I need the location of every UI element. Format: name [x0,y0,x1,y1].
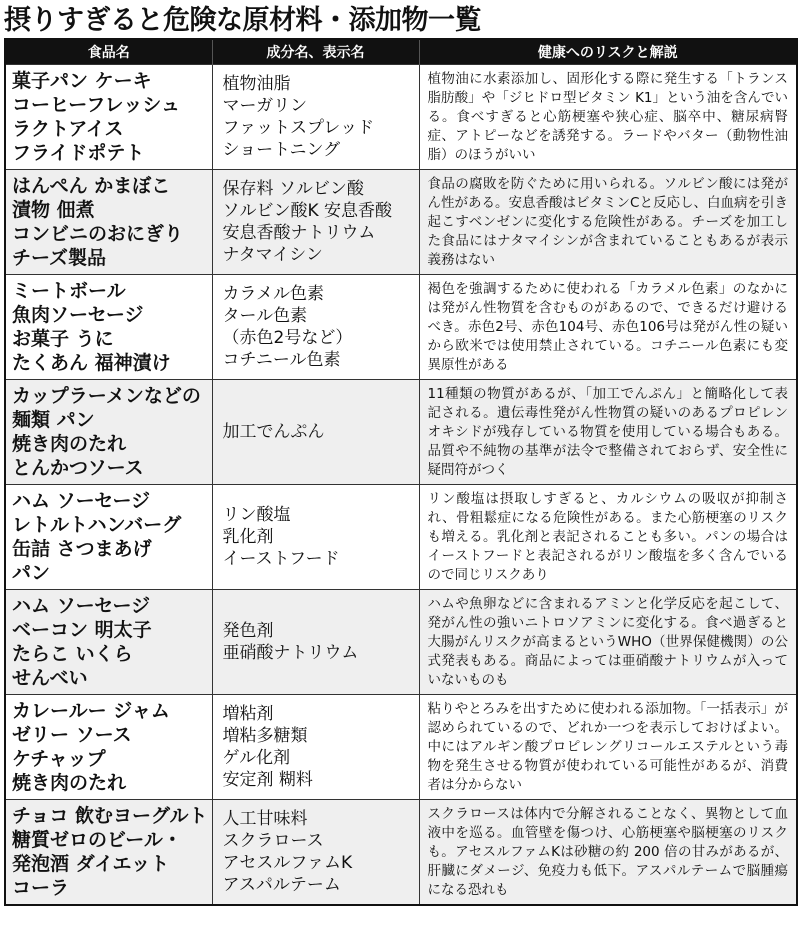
risk-description: 食品の腐敗を防ぐために用いられる。ソルビン酸には発がん性がある。安息香酸はビタミンCと反応し、白血病を引き起こすベンゼンに変化する危険性がある。チーズを加工した食品にはナタマイシンが含まれていることもあるが表示義務はない [419,170,797,275]
food-name: パン [12,562,51,584]
ingredient-names-cell [212,695,419,800]
food-name: とんかつソース [12,457,144,479]
header-health-risk: 健康へのリスクと解説 [419,39,797,65]
food-name: 発泡酒 ダイエット [12,853,170,875]
food-name: たくあん 福神漬け [12,352,171,374]
table-row [5,590,797,695]
risk-description: 11種類の物質があるが、「加工でんぷん」と簡略化して表記される。遺伝毒性発がん性物質の疑いのあるプロピレンオキシドが残存している物質を使用している場合もある。品質や不純物の基準が法令で整備されておらず、安全性に疑問符がつく [419,380,797,485]
food-name: 缶詰 さつまあげ [12,538,152,560]
food-name: レトルトハンバーグ [12,514,182,536]
ingredient-name: スクラロース [222,831,324,851]
ingredient-name: 安息香酸ナトリウム [222,223,376,243]
food-names-cell [5,695,212,800]
header-food-name: 食品名 [5,39,212,65]
additives-table [4,38,798,906]
food-name: 魚肉ソーセージ [12,304,144,326]
ingredient-name: 増粘剤 [222,704,274,724]
ingredient-name: カラメル色素 [222,284,324,304]
ingredient-names-cell [212,170,419,275]
food-name: チョコ 飲むヨーグルト [12,805,208,827]
food-name: コーヒーフレッシュ [12,94,180,116]
risk-description: ハムや魚卵などに含まれるアミンと化学反応を起こして、発がん性の強いニトロソアミンに変化する。食べ過ぎると大腸がんリスクが高まるというWHO（世界保健機関）の公式発表もある。商品によっては亜硝酸ナトリウムが入っていないものも [419,590,797,695]
food-name: ケチャップ [12,748,106,770]
ingredient-name: ゲル化剤 [222,748,291,768]
food-name: ハム ソーセージ [12,490,151,512]
risk-description: 褐色を強調するために使われる「カラメル色素」のなかには発がん性物質を含むものがあるので、できるだけ避けるべき。赤色2号、赤色104号、赤色106号は発がん性の疑いから欧米では使用禁止されている。コチニール色素にも変異原性がある [419,275,797,380]
food-name: 焼き肉のたれ [12,772,127,794]
food-names-cell [5,485,212,590]
ingredient-name: マーガリン [222,96,308,116]
food-names-cell [5,380,212,485]
food-names-cell [5,800,212,906]
food-name: ミートボール [12,280,126,302]
table-row [5,485,797,590]
ingredient-name: アセスルファムK [222,853,353,873]
table-row [5,65,797,170]
ingredient-names-cell [212,485,419,590]
ingredient-names-cell [212,275,419,380]
food-name: お菓子 うに [12,328,114,350]
ingredient-name: 増粘多糖類 [222,726,308,746]
ingredient-name: （赤色2号など） [222,328,353,348]
food-name: フライドポテト [12,142,145,164]
ingredient-name: コチニール色素 [222,350,341,370]
food-name: ハム ソーセージ [12,595,151,617]
ingredient-name: 発色剤 [222,621,274,641]
food-name: 麺類 パン [12,409,95,431]
table-row [5,380,797,485]
ingredient-name: アスパルテーム [222,875,341,895]
food-name: 菓子パン ケーキ [12,70,152,92]
food-names-cell [5,275,212,380]
food-names-cell [5,170,212,275]
food-names-cell [5,65,212,170]
ingredient-name: 亜硝酸ナトリウム [222,643,359,663]
table-row [5,170,797,275]
food-name: コンビニのおにぎり [12,223,184,245]
table-row [5,695,797,800]
risk-description: 粘りやとろみを出すために使われる添加物。「一括表示」が認められているので、どれか一つを表示しておけばよい。中にはアルギン酸プロピレングリコールエステルという毒物を発生させる物質が使われている可能性があるが、消費者は分からない [419,695,797,800]
food-name: 焼き肉のたれ [12,433,127,455]
ingredient-names-cell [212,65,419,170]
ingredient-name: ファットスプレッド [222,118,375,138]
food-name: ラクトアイス [12,118,124,140]
ingredient-name: イーストフード [222,549,340,569]
ingredient-name: 人工甘味料 [222,809,308,829]
ingredient-name: リン酸塩 [222,505,291,525]
header-ingredient-name: 成分名、表示名 [212,39,419,65]
ingredient-name: ナタマイシン [222,245,323,265]
food-name: コーラ [12,877,70,899]
ingredient-name: 乳化剤 [222,527,274,547]
food-name: 糖質ゼロのビール・ [12,829,182,851]
risk-description: 植物油に水素添加し、固形化する際に発生する「トランス脂肪酸」や「ジヒドロ型ビタミン K1」という油を含んでいる。食べすぎると心筋梗塞や狭心症、脳卒中、糖尿病腎症、アトピーなどを誘発する。ラードやバター（動物性油脂）のほうがいい [419,65,797,170]
ingredient-names-cell [212,590,419,695]
food-name: たらこ いくら [12,643,133,665]
food-name: チーズ製品 [12,247,107,269]
food-name: 漬物 佃煮 [12,199,95,221]
ingredient-name: タール色素 [222,306,308,326]
ingredient-names-cell [212,800,419,906]
table-row [5,800,797,906]
ingredient-name: ショートニング [222,140,341,160]
page-title: 摂りすぎると危険な原材料・添加物一覧 [4,5,481,36]
risk-description: スクラロースは体内で分解されることなく、異物として血液中を巡る。血管壁を傷つけ、心筋梗塞や脳梗塞のリスクも。アセスルファムKは砂糖の約 200 倍の甘みがあるが、肝臓にダメージ、免疫力も低下。アスパルテームで脳腫瘍になる恐れも [419,800,797,906]
food-name: ベーコン 明太子 [12,619,152,641]
ingredient-name: ソルビン酸K 安息香酸 [222,201,393,221]
food-name: ゼリー ソース [12,724,132,746]
food-name: カレールー ジャム [12,700,170,722]
ingredient-names-cell [212,380,419,485]
risk-description: リン酸塩は摂取しすぎると、カルシウムの吸収が抑制され、骨粗鬆症になる危険性がある。また心筋梗塞のリスクも増える。乳化剤と表記されることも多い。パンの場合はイーストフードと表記されるがリン酸塩を多く含んでいるので同じリスクあり [419,485,797,590]
ingredient-name: 植物油脂 [222,74,291,94]
ingredient-name: 加工でんぷん [222,422,325,442]
table-row [5,275,797,380]
food-name: カップラーメンなどの [12,385,201,407]
ingredient-name: 保存料 ソルビン酸 [222,179,364,199]
ingredient-name: 安定剤 糊料 [222,770,313,790]
table-header-row [5,39,797,65]
food-names-cell [5,590,212,695]
food-name: はんぺん かまぼこ [12,175,171,197]
food-name: せんべい [12,667,88,689]
